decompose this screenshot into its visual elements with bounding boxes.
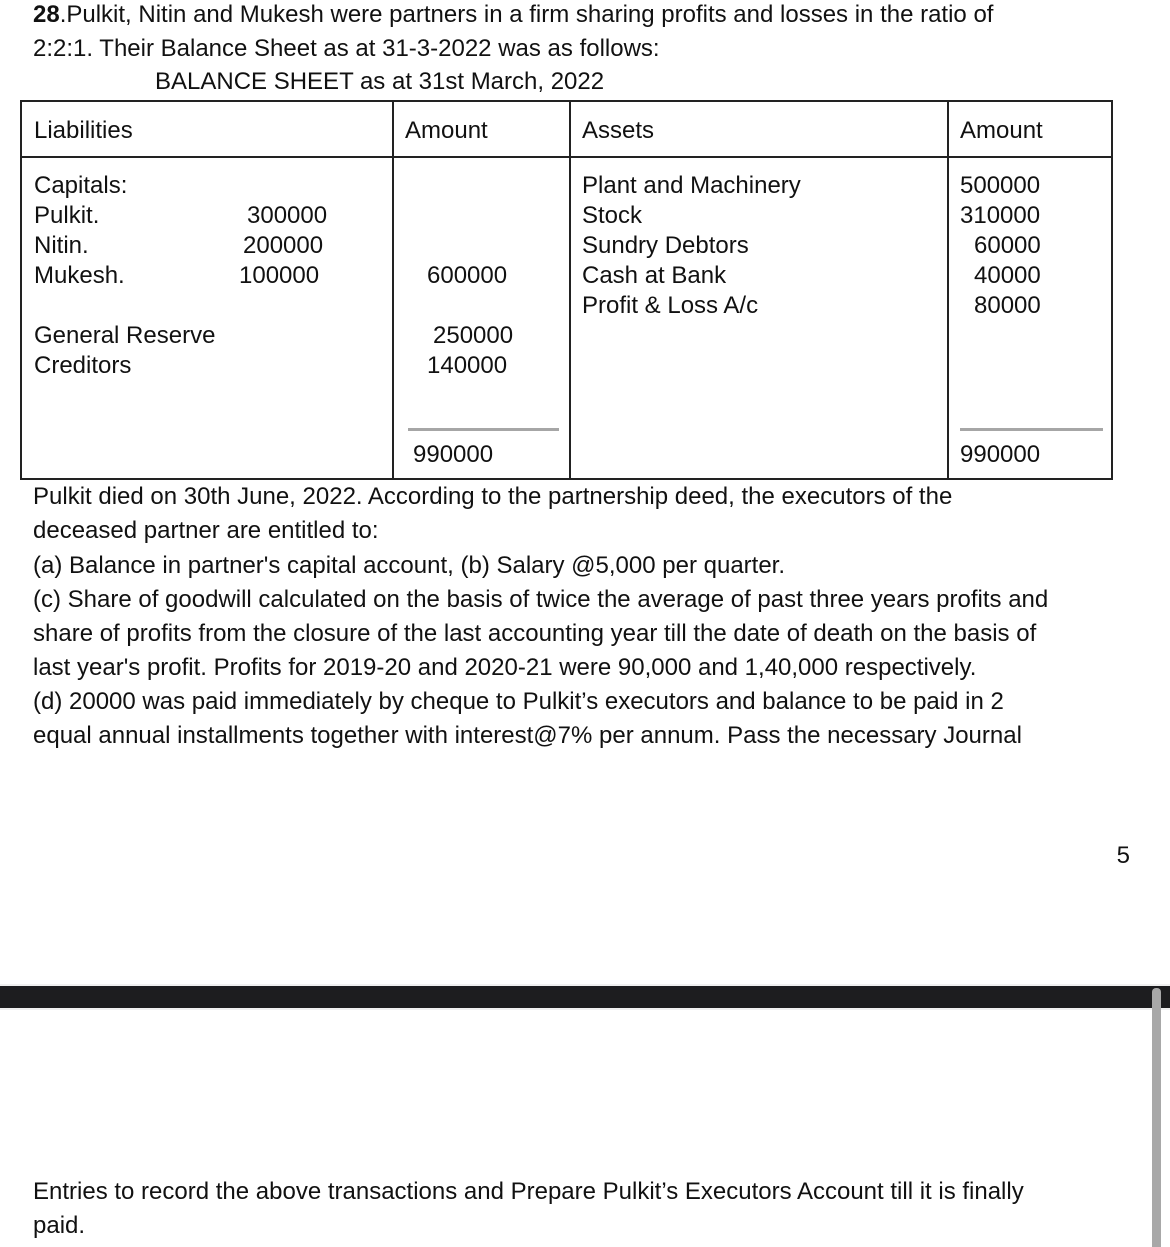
body-line-6: last year's profit. Profits for 2019-20 and 2020-21 were 90,000 and 1,40,000 respectively.	[33, 654, 977, 681]
question-number: 28	[33, 1, 60, 28]
creditors-label: Creditors	[34, 352, 132, 379]
asset-plant-machinery: Plant and Machinery	[582, 172, 801, 199]
partner-name-pulkit: Pulkit.	[34, 202, 100, 229]
asset-stock: Stock	[582, 202, 643, 229]
column-divider	[947, 102, 949, 478]
asset-sundry-debtors: Sundry Debtors	[582, 232, 749, 259]
question-intro-line-1	[33, 0, 993, 30]
question-intro-text: .Pulkit, Nitin and Mukesh were partners in a firm sharing profits and losses in the ratio of	[59, 1, 994, 28]
partner-capital-mukesh: 100000	[239, 262, 320, 289]
asset-cash-at-bank: Cash at Bank	[582, 262, 727, 289]
capitals-total: 600000	[427, 262, 508, 289]
body-line-1: Pulkit died on 30th June, 2022. According to the partnership deed, the executors of the	[33, 483, 953, 510]
page-break-bar	[0, 984, 1170, 1010]
body-line-2: deceased partner are entitled to:	[33, 517, 379, 544]
body-line-7: (d) 20000 was paid immediately by cheque to Pulkit’s executors and balance to be paid in 2	[33, 688, 1004, 715]
body-line-4: (c) Share of goodwill calculated on the basis of twice the average of past three years profits and	[33, 586, 1049, 613]
header-assets: Assets	[582, 117, 655, 144]
partner-capital-nitin: 200000	[243, 232, 324, 259]
header-divider	[22, 156, 1111, 158]
asset-profit-loss: Profit & Loss A/c	[582, 292, 759, 319]
body-line-3: (a) Balance in partner's capital account, (b) Salary @5,000 per quarter.	[33, 552, 786, 579]
total-rule-assets	[960, 428, 1103, 431]
asset-plant-machinery-amount: 500000	[960, 172, 1041, 199]
general-reserve-amount: 250000	[433, 322, 514, 349]
continuation-line-1: Entries to record the above transactions and Prepare Pulkit’s Executors Account till it is finally	[33, 1178, 1024, 1205]
balance-sheet-title: BALANCE SHEET as at 31st March, 2022	[155, 68, 605, 95]
body-line-5: share of profits from the closure of the last accounting year till the date of death on the basis of	[33, 620, 1037, 647]
header-assets-amount: Amount	[960, 117, 1043, 144]
column-divider	[392, 102, 394, 478]
body-line-8: equal annual installments together with interest@7% per annum. Pass the necessary Journal	[33, 722, 1022, 749]
partner-name-nitin: Nitin.	[34, 232, 89, 259]
general-reserve-label: General Reserve	[34, 322, 216, 349]
capitals-label: Capitals:	[34, 172, 128, 199]
total-rule-liabilities	[408, 428, 559, 431]
assets-total: 990000	[960, 441, 1041, 468]
creditors-amount: 140000	[427, 352, 508, 379]
header-liabilities: Liabilities	[34, 117, 133, 144]
partner-capital-pulkit: 300000	[247, 202, 328, 229]
asset-sundry-debtors-amount: 60000	[974, 232, 1041, 259]
question-intro-line-2: 2:2:1. Their Balance Sheet as at 31-3-2022 was as follows:	[33, 35, 660, 62]
asset-cash-at-bank-amount: 40000	[974, 262, 1041, 289]
liabilities-total: 990000	[413, 441, 494, 468]
marks-label: 5	[1116, 842, 1130, 869]
asset-profit-loss-amount: 80000	[974, 292, 1041, 319]
column-divider	[569, 102, 571, 478]
scrollbar[interactable]	[1152, 988, 1161, 1247]
header-liabilities-amount: Amount	[405, 117, 488, 144]
asset-stock-amount: 310000	[960, 202, 1041, 229]
balance-sheet-table	[20, 100, 1113, 480]
continuation-line-2: paid.	[33, 1212, 86, 1239]
partner-name-mukesh: Mukesh.	[34, 262, 125, 289]
